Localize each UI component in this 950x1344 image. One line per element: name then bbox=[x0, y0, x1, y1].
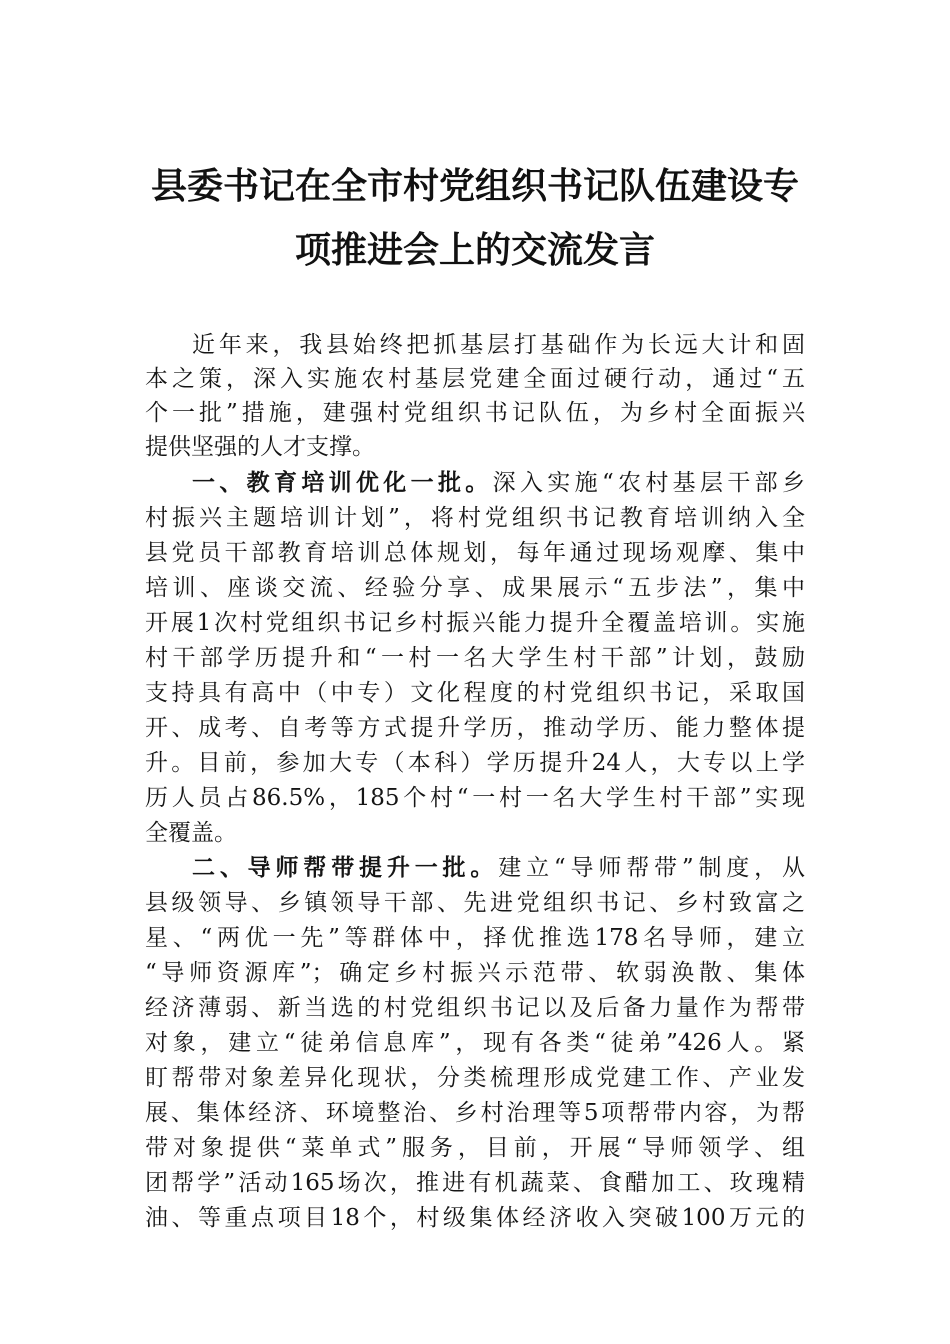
section-1-line: 全覆盖。 bbox=[145, 820, 237, 846]
section-2-line: 油、等重点项目18个，村级集体经济收入突破100万元的 bbox=[145, 1205, 805, 1231]
section-1-line: 支持具有高中（中专）文化程度的村党组织书记，采取国 bbox=[145, 680, 805, 706]
document-title-line-2: 项推进会上的交流发言 bbox=[294, 229, 655, 271]
section-2-line: “导师资源库”；确定乡村振兴示范带、软弱涣散、集体 bbox=[145, 960, 805, 986]
section-1-line: 升。目前，参加大专（本科）学历提升24人，大专以上学 bbox=[145, 750, 805, 776]
section-1-line: 开、成考、自考等方式提升学历，推动学历、能力整体提 bbox=[145, 715, 805, 741]
intro-line: 近年来，我县始终把抓基层打基础作为长远大计和固 bbox=[192, 332, 805, 358]
section-1-heading: 一、教育培训优化一批。 bbox=[192, 470, 493, 496]
section-1-first-text: 深入实施“农村基层干部乡 bbox=[492, 470, 806, 496]
section-1-line: 村振兴主题培训计划”，将村党组织书记教育培训纳入全 bbox=[145, 505, 805, 531]
intro-line: 个一批”措施，建强村党组织书记队伍，为乡村全面振兴 bbox=[145, 400, 805, 426]
section-2-line: 展、集体经济、环境整治、乡村治理等5项帮带内容，为帮 bbox=[145, 1100, 805, 1126]
document-title-line-1: 县委书记在全市村党组织书记队伍建设专 bbox=[150, 165, 799, 207]
section-1-first-line bbox=[192, 466, 805, 500]
section-2-line: 对象，建立“徒弟信息库”，现有各类“徒弟”426人。紧 bbox=[145, 1030, 805, 1056]
section-1-line: 培训、座谈交流、经验分享、成果展示“五步法”，集中 bbox=[145, 575, 805, 601]
section-2-heading: 二、导师帮带提升一批。 bbox=[192, 855, 499, 881]
intro-line: 提供坚强的人才支撑。 bbox=[145, 434, 375, 460]
intro-line: 本之策，深入实施农村基层党建全面过硬行动，通过“五 bbox=[145, 366, 805, 392]
section-1-line: 县党员干部教育培训总体规划，每年通过现场观摩、集中 bbox=[145, 540, 805, 566]
section-2-first-line bbox=[192, 851, 805, 885]
section-1-line: 历人员占86.5%，185个村“一村一名大学生村干部”实现 bbox=[145, 785, 805, 811]
section-2-line: 经济薄弱、新当选的村党组织书记以及后备力量作为帮带 bbox=[145, 995, 805, 1021]
section-2-line: 县级领导、乡镇领导干部、先进党组织书记、乡村致富之 bbox=[145, 890, 805, 916]
section-2-line: 星、“两优一先”等群体中，择优推选178名导师，建立 bbox=[145, 925, 805, 951]
section-2-first-text: 建立“导师帮带”制度，从 bbox=[498, 855, 805, 881]
section-2-line: 带对象提供“菜单式”服务，目前，开展“导师领学、组 bbox=[145, 1135, 805, 1161]
section-1-line: 开展1次村党组织书记乡村振兴能力提升全覆盖培训。实施 bbox=[145, 610, 805, 636]
section-2-line: 盯帮带对象差异化现状，分类梳理形成党建工作、产业发 bbox=[145, 1065, 805, 1091]
section-2-line: 团帮学”活动165场次，推进有机蔬菜、食醋加工、玫瑰精 bbox=[145, 1170, 805, 1196]
section-1-line: 村干部学历提升和“一村一名大学生村干部”计划，鼓励 bbox=[145, 645, 805, 671]
